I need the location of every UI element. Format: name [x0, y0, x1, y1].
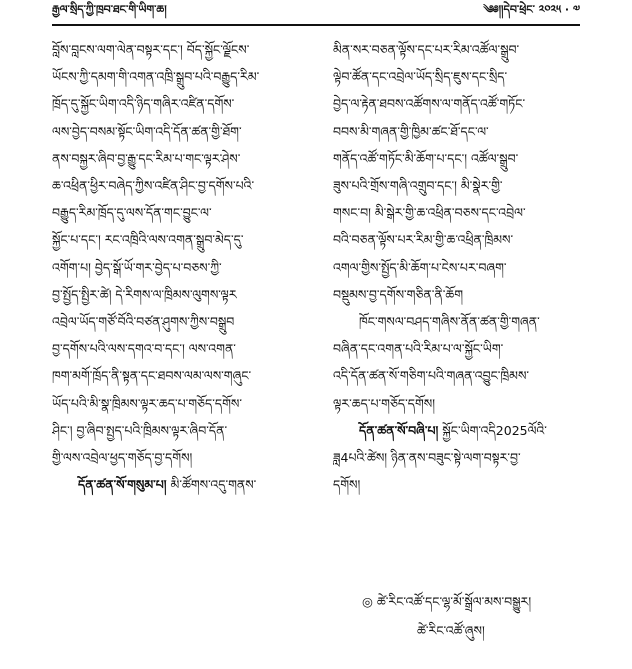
text-line: ཆ་འཕྲིན་ཕྱིར་བཞེད་ཀྱིས་འཛིན་ཤིང་བྱ་དགོས་པའི་ [52, 178, 255, 194]
right-column [333, 36, 579, 498]
text-line: གནོད་འཚོ་གཏོང་མི་ཆོག་པ་དང་། འཚོལ་སྒྲུབ་ [333, 150, 519, 166]
text-line: བྱེད་ལ་རྟེན་ཐབས་འཚོགས་ལ་གནོད་འཚོ་གཏོང་ [333, 96, 526, 112]
text-line: བྱ་སྤྱོད་སྤྱིར་ཚེ། དེ་རིགས་ལ་ཁྲིམས་ལུགས་ལྟར [52, 286, 237, 302]
text-line: ཡོད་པའི་མི་སྣ་ཁྲིམས་ལྟར་ཆད་པ་གཅོད་དགོས་ [52, 395, 242, 411]
editor-credit: ཚེ་རིང་འཚོ་ཞུས། [417, 623, 485, 638]
text-line: འགོག་པ། བྱེད་སྒོ་ཡོ་གར་བྱེད་པ་བཅས་ཀྱི་ [52, 259, 222, 275]
article-34-heading: དོན་ཚན་སོ་བཞི་པ། [359, 422, 439, 438]
text-line: ཁྲོད་དུ་སྐྱོང་ཡིག་འདི་ཉིད་གཞིར་འཛིན་དགོས་ [52, 96, 235, 112]
text-line: ཁོང་གསལ་བཤད་གཞིས་ནོན་ཚན་གྱི་གཞན་ [359, 314, 540, 330]
text-line: ལས་བྱེད་བསམ་སྟོང་ཡིག་འདི་དོན་ཚན་གྱི་ཐོག་ [52, 123, 242, 139]
text-line: མིན་སར་བཅན་ལྟོས་དང་པར་རིམ་འཚོལ་སྒྲུབ་ [333, 42, 520, 57]
text-line: བསྡུམས་བྱ་དགོས་གཅིན་ནི་ཆོག [333, 286, 464, 302]
text-line: བབས་མི་གཞན་གྱི་ཁྱིམ་ཚང་ཐོ་དང་ལ་ [333, 123, 489, 139]
article-34-text: སྐྱོང་ཡིག་འདི2025ལོའི་ [442, 422, 547, 438]
text-line: བྱ་དགོས་པའི་ལས་དགའ་བ་དང་། ལས་འགན་ [52, 341, 236, 357]
text-line: ཟུས་པའི་གྲོས་གཞི་འགྲུབ་དང་། མི་སྣེར་གྱི་ [333, 178, 503, 194]
left-column [52, 36, 300, 498]
article-33-line [52, 471, 300, 498]
text-line: གྱི་ལས་འབྲེལ་ཕྱད་གཅོད་བྱ་དགོས། [52, 450, 193, 466]
text-line: གསང་བ། མི་སྒེར་གྱི་ཆ་འཕྲིན་བཅས་དང་འབྲེལ་ [333, 205, 526, 221]
text-line: ཡོངས་ཀྱི་དམག་གི་འགན་འཁྲི་སྒྲུབ་པའི་བརྒྱུད་རིམ་ [52, 69, 260, 85]
translator-credit: ◎ ཚེ་རིང་འཚོ་དང་ལྷ་མོ་སྒྲོལ་མས་བསྒྱུར། [362, 594, 532, 609]
header-left-title: རྒྱལ་སྲིད་ཀྱི་ཁྲབ་ཐང་གི་ཡིག་ཆ། [52, 2, 167, 16]
header-rule [52, 24, 580, 26]
text-line: བའི་བཅན་ལྟོས་པར་རིམ་གྱི་ཆ་འཕྲིན་ཁྲིམས་ [333, 232, 514, 248]
article-33-text: མི་ཚོགས་འདུ་གནས་ [170, 477, 257, 493]
article-34-line [333, 417, 579, 444]
text-line: སྐྱོང་པ་དང་། རང་འཁྲིའི་ལས་འགན་སྒྲུབ་མེད་དུ་ [52, 232, 244, 248]
text-line: ཟླ4པའི་ཚེས། ཉིན་ནས་བཟུང་སྟེ་ལག་བསྟར་བྱ་ [333, 450, 521, 466]
text-line: ལྟར་ཆད་པ་གཅོད་དགོས། [333, 395, 436, 411]
text-line: བརྒྱུད་རིམ་ཁྲོད་དུ་ལས་དོན་གང་བྱུང་ལ་ [52, 205, 212, 221]
text-line: འབྲེལ་ཡོད་གཙོ་བོའི་བཙན་ཤུགས་ཀྱིས་བསྒྲུབ [52, 314, 235, 330]
text-line: ལྟེབ་ཚོན་དང་འབྲེལ་ཡོད་སྲིད་ཇུས་དང་སྲིད་ [333, 69, 508, 85]
text-line: བློས་བླངས་ལག་ལེན་བསྟར་དང་། བོད་སྐྱོང་ལྗོངས་ [52, 42, 250, 57]
text-line: ནས་བསྐྱར་ཞིབ་བྱ་རྒྱུ་དང་རིམ་པ་གང་ལྟར་ཤེས་ [52, 150, 241, 166]
text-line: བཞིན་དང་འགན་པའི་རིམ་པ་ལ་སྐྱོང་ཡིག་ [333, 341, 504, 357]
page-header [52, 2, 580, 22]
text-line: ཤིང་། བྱ་ཞིབ་སྤྱད་པའི་ཁྲིམས་ལྟར་ཞིབ་དོན་ [52, 422, 228, 438]
text-line: ཁག་མགོ་ཁྲོད་ནི་སྟན་དང་ཐབས་ལམ་ལས་གཞུང་ [52, 368, 252, 384]
text-line: དགོས། [333, 477, 361, 493]
header-right-issue: ༄༅།།དེབ་ཕྲེང་ ༢༠༢༥ · ༧ [483, 2, 580, 16]
article-33-heading: དོན་ཚན་སོ་གསུམ་པ། [78, 477, 167, 493]
text-line: འདི་དོན་ཚན་སོ་གཅིག་པའི་གཞན་འབྱུང་ཁྲིམས་ [333, 368, 530, 384]
text-line: འགལ་གྱིས་སྤྱོད་མི་ཆོག་པ་ངེས་པར་བཞག་ [333, 259, 507, 275]
